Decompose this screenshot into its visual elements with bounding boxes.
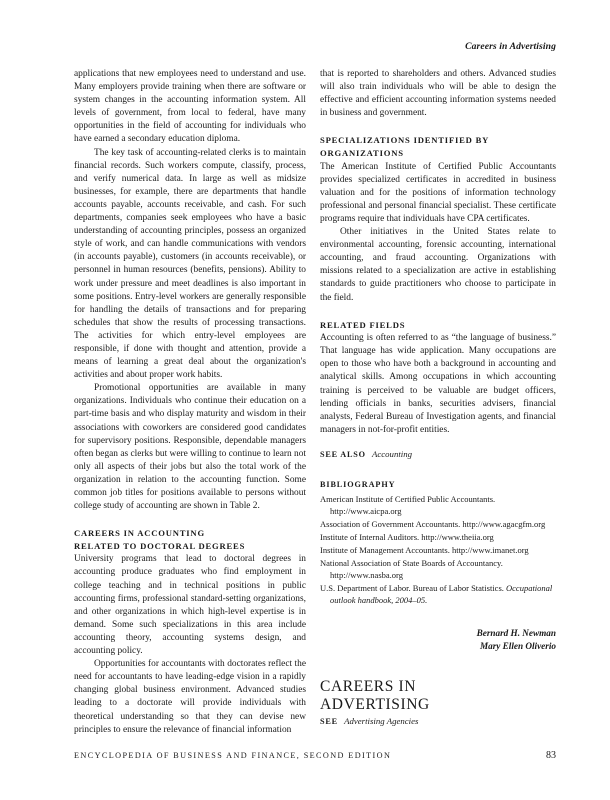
entry-see-label: SEE: [320, 717, 338, 727]
body-paragraph: University programs that lead to doctoral degrees in accounting produce graduates who find employment in college teaching and in technical positions in public accounting firms, professional standard-setting organizations, and other organizations in which high-level expertise is in demand. Some such specializations in this area include accounting theory, accounting systems design, and accounting policy.: [74, 554, 306, 657]
bibliography-text: National Association of State Boards of Accountancy. http://www.nasba.org: [320, 558, 503, 581]
page-footer: [74, 751, 556, 760]
body-paragraph: that is reported to shareholders and others. Advanced studies will also train individuals who will be able to design the effective and efficient accounting information systems needed in business and government.: [320, 69, 556, 119]
right-column: [320, 68, 556, 728]
heading-line: SPECIALIZATIONS IDENTIFIED BY: [320, 135, 490, 146]
heading-line: CAREERS IN ACCOUNTING: [74, 528, 205, 539]
entry-title-line: CAREERS IN: [320, 678, 416, 696]
author-name: Bernard H. Newman: [476, 628, 556, 639]
entry-title-line: ADVERTISING: [320, 695, 430, 713]
entry-title: [320, 678, 556, 713]
body-paragraph: applications that new employees need to understand and use. Many employers provide training when there are software or system changes in the accounting information system. All levels of government, from local to federal, have many opportunities in the field of accounting for individuals who have earned a secondary education diploma.: [74, 69, 306, 145]
running-head: Careers in Advertising: [465, 41, 556, 52]
entry-see-reference: [320, 715, 556, 728]
author-name: Mary Ellen Oliverio: [479, 641, 556, 652]
heading-line: ORGANIZATIONS: [320, 147, 404, 158]
bibliography-item: [320, 544, 556, 556]
page-number: 83: [546, 750, 556, 761]
see-also: [320, 448, 556, 461]
bibliography-item: [320, 493, 556, 517]
body-paragraph: Other initiatives in the United States relate to environmental accounting, forensic accounting, international accounting, and fraud accounting. Organizations with missions related to a specialization are active in establishing standards to guide practitioners who choose to participate in the field.: [320, 227, 556, 303]
body-paragraph: Opportunities for accountants with doctorates reflect the need for accountants to have leading-edge vision in a rapidly changing global business environment. Advanced studies leading to a doctorate will provide individuals with theoretical understanding so that they can devise new principles to ensure the relevance of financial information: [74, 659, 306, 735]
body-paragraph: Accounting is often referred to as “the language of business.” That language has wide application. Many occupations are open to those who have both a background in accounting and analytical skills. Among occupations in which accounting training is perceived to be valuable are budget officers, lending officials in banks, securities advisers, financial analysts, Federal Bureau of Investigation agents, and financial managers in not-for-profit entities.: [320, 333, 556, 435]
see-also-label: SEE ALSO: [320, 449, 366, 459]
bibliography-title: Occupational outlook handbook, 2004–05.: [330, 583, 553, 606]
bibliography-heading: BIBLIOGRAPHY: [320, 480, 396, 490]
body-paragraph: Promotional opportunities are available in many organizations. Individuals who continue their education on a part-time basis and who display maturity and wisdom in their associations with coworkers are considered good candidates for supervisory positions. Responsible, dependable managers often began as clerks but were willing to continue to learn not only all aspects of their jobs but also the total work of the organization in relation to the accounting function. Some common job titles for positions available to persons without college study of accounting are shown in Table 2.: [74, 383, 306, 512]
body-paragraph: The key task of accounting-related clerks is to maintain financial records. Such workers compute, classify, process, and verify numerical data. In large as well as midsize businesses, for example, there are departments that handle accounts payable, accounts receivable, and cash. For such departments, companies seek employees who have a basic understanding of accounting principles, possess an organized style of work, and can handle communications with vendors (in accounts payable), customers (in accounts receivable), or personnel in human resources (benefits, pensions). Ability to work under pressure and meet deadlines is also important in some positions. Entry-level workers are generally responsible for handling the details of transactions and for preparing schedules that show the results of processing transactions. The activities for which entry-level employees are responsible, if done with thought and attention, provide a means of learning a great deal about the organization's activities and about proper work habits.: [74, 147, 306, 381]
author-byline: [320, 627, 556, 653]
bibliography-text: Institute of Management Accountants. http://www.imanet.org: [320, 545, 529, 556]
bibliography-list: [320, 493, 556, 606]
section-heading-specializations: [320, 134, 556, 159]
bibliography-text: American Institute of Certified Public Accountants. http://www.aicpa.org: [320, 494, 496, 517]
bibliography-item: [320, 557, 556, 581]
left-column: [74, 68, 306, 737]
bibliography-text: Association of Government Accountants. http://www.agacgfm.org: [320, 519, 546, 530]
body-paragraph: The American Institute of Certified Public Accountants provides specialized certificates in accredited in business valuation and for the positions of information technology professional and personal financial specialist. These certificate programs require that individuals have CPA certificates.: [320, 161, 556, 224]
heading-line: RELATED TO DOCTORAL DEGREES: [74, 540, 246, 551]
entry-see-link[interactable]: Advertising Agencies: [344, 716, 419, 727]
bibliography-item: [320, 518, 556, 530]
bibliography-item: [320, 531, 556, 543]
bibliography-text: Institute of Internal Auditors. http://www.theiia.org: [320, 532, 494, 543]
section-heading-doctoral: [74, 527, 306, 552]
section-heading-related-fields: RELATED FIELDS: [320, 319, 406, 330]
bibliography-text: U.S. Department of Labor. Bureau of Labor Statistics.: [320, 583, 507, 594]
bibliography-item: [320, 582, 556, 606]
see-also-link[interactable]: Accounting: [371, 448, 413, 459]
footer-book-title: ENCYCLOPEDIA OF BUSINESS AND FINANCE, SECOND EDITION: [74, 751, 392, 760]
